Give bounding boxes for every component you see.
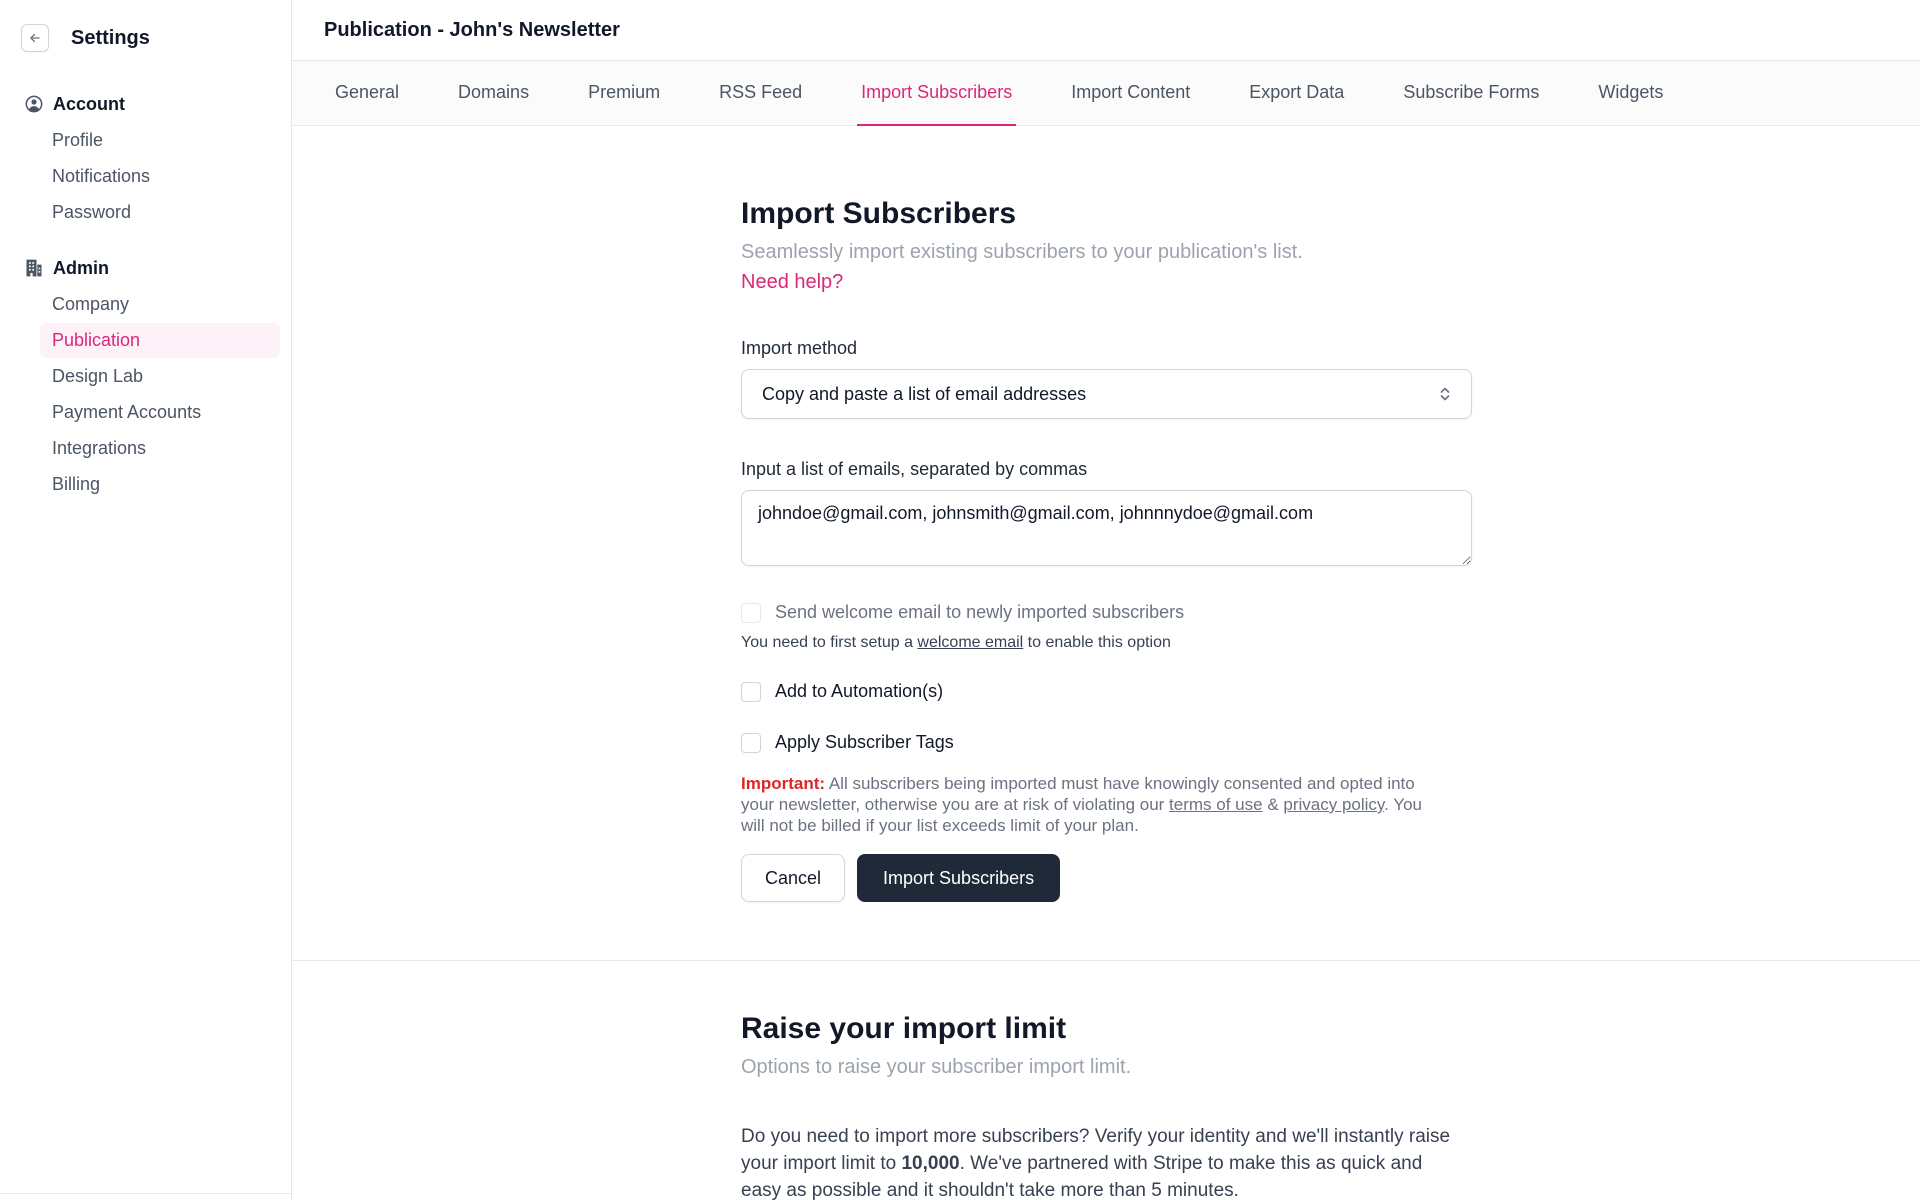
important-text: . You will not be billed if your list exceeds limit of your plan. <box>741 795 1422 835</box>
import-subscribers-button[interactable]: Import Subscribers <box>857 854 1060 902</box>
welcome-email-checkbox-label: Send welcome email to newly imported subscribers <box>775 602 1185 622</box>
sidebar-item-publication[interactable]: Publication <box>40 323 280 358</box>
tab-widgets[interactable]: Widgets <box>1598 82 1664 102</box>
tab-general[interactable]: General <box>335 82 400 102</box>
section-title: Import Subscribers <box>741 197 1017 230</box>
sidebar-item-profile[interactable]: Profile <box>52 130 104 150</box>
tab-export-data[interactable]: Export Data <box>1249 82 1345 102</box>
nav-heading-admin <box>0 250 291 286</box>
privacy-policy-link[interactable]: privacy policy <box>1283 795 1385 814</box>
tab-subscribe-forms[interactable]: Subscribe Forms <box>1403 82 1540 102</box>
emails-input[interactable] <box>741 490 1472 566</box>
raise-import-limit-section <box>741 961 1472 1200</box>
important-text: & <box>1262 795 1284 814</box>
welcome-email-link[interactable]: welcome email <box>917 634 1024 651</box>
sidebar-item-billing[interactable]: Billing <box>52 474 101 494</box>
welcome-email-checkbox[interactable] <box>741 603 761 623</box>
sidebar-item-payment-accounts[interactable]: Payment Accounts <box>52 402 202 422</box>
content-area <box>292 126 1920 1200</box>
limit-text: . We've partnered with Stripe to make this as quick and easy as possible and it shouldn't take more than 5 minutes. <box>741 1153 1423 1200</box>
section-title: Raise your import limit <box>741 1012 1067 1045</box>
sidebar-item-notifications[interactable]: Notifications <box>52 166 151 186</box>
cancel-button[interactable]: Cancel <box>741 854 845 902</box>
import-subscribers-section <box>741 126 1472 902</box>
note-text: to enable this option <box>1023 634 1171 651</box>
welcome-email-checkbox-row <box>741 602 1472 623</box>
page-header <box>292 0 1920 61</box>
form-actions <box>741 854 1472 902</box>
emails-field <box>741 459 1472 566</box>
sidebar-item-password[interactable]: Password <box>52 202 132 222</box>
import-method-value: Copy and paste a list of email addresses <box>762 383 1087 404</box>
important-text: All subscribers being imported must have knowingly consented and opted into your newsletter, otherwise you are at risk of violating our <box>741 774 1415 814</box>
important-note <box>741 773 1441 836</box>
import-method-select[interactable] <box>741 369 1472 419</box>
section-subtitle: Seamlessly import existing subscribers to your publication's list. <box>741 241 1303 263</box>
import-method-label: Import method <box>741 338 858 358</box>
import-method-field <box>741 338 1472 419</box>
page-title: Publication - John's Newsletter <box>324 18 620 41</box>
building-icon <box>24 258 44 278</box>
welcome-email-note <box>741 633 1472 653</box>
automation-checkbox-label: Add to Automation(s) <box>775 681 944 701</box>
tab-import-subscribers[interactable]: Import Subscribers <box>857 61 1016 126</box>
tab-premium[interactable]: Premium <box>588 82 661 102</box>
need-help-link[interactable]: Need help? <box>741 271 844 293</box>
limit-body-text <box>741 1123 1466 1200</box>
important-label: Important: <box>741 774 826 793</box>
section-subtitle: Options to raise your subscriber import limit. <box>741 1056 1132 1078</box>
settings-sidebar <box>0 0 292 1200</box>
publication-tabs <box>292 61 1920 126</box>
nav-heading-label: Admin <box>53 257 109 278</box>
nav-section-account <box>0 86 291 230</box>
sidebar-nav <box>0 60 291 502</box>
limit-text: Do you need to import more subscribers? Verify your identity and we'll instantly raise your import limit to <box>741 1126 1451 1174</box>
note-text: You need to first setup a <box>741 634 918 651</box>
main-panel <box>292 0 1920 1200</box>
automation-checkbox[interactable] <box>741 682 761 702</box>
terms-of-use-link[interactable]: terms of use <box>1169 795 1263 814</box>
emails-label: Input a list of emails, separated by commas <box>741 459 1088 479</box>
nav-heading-label: Account <box>53 93 125 114</box>
sidebar-title: Settings <box>71 26 150 49</box>
automation-checkbox-row <box>741 681 1472 702</box>
chevron-up-down-icon <box>1435 384 1455 404</box>
sidebar-item-design-lab[interactable]: Design Lab <box>52 366 144 386</box>
tab-domains[interactable]: Domains <box>458 82 530 102</box>
tab-import-content[interactable]: Import Content <box>1071 82 1191 102</box>
tags-checkbox-row <box>741 732 1472 753</box>
nav-heading-account <box>0 86 291 122</box>
user-circle-icon <box>24 94 44 114</box>
sidebar-item-integrations[interactable]: Integrations <box>52 438 147 458</box>
nav-section-admin <box>0 250 291 502</box>
tab-rss-feed[interactable]: RSS Feed <box>719 82 803 102</box>
sidebar-item-company[interactable]: Company <box>52 294 130 314</box>
tags-checkbox-label: Apply Subscriber Tags <box>775 732 954 752</box>
limit-value: 10,000 <box>901 1153 960 1174</box>
back-button[interactable] <box>21 24 49 52</box>
sidebar-header <box>0 0 291 60</box>
tags-checkbox[interactable] <box>741 733 761 753</box>
arrow-left-icon <box>28 31 42 45</box>
